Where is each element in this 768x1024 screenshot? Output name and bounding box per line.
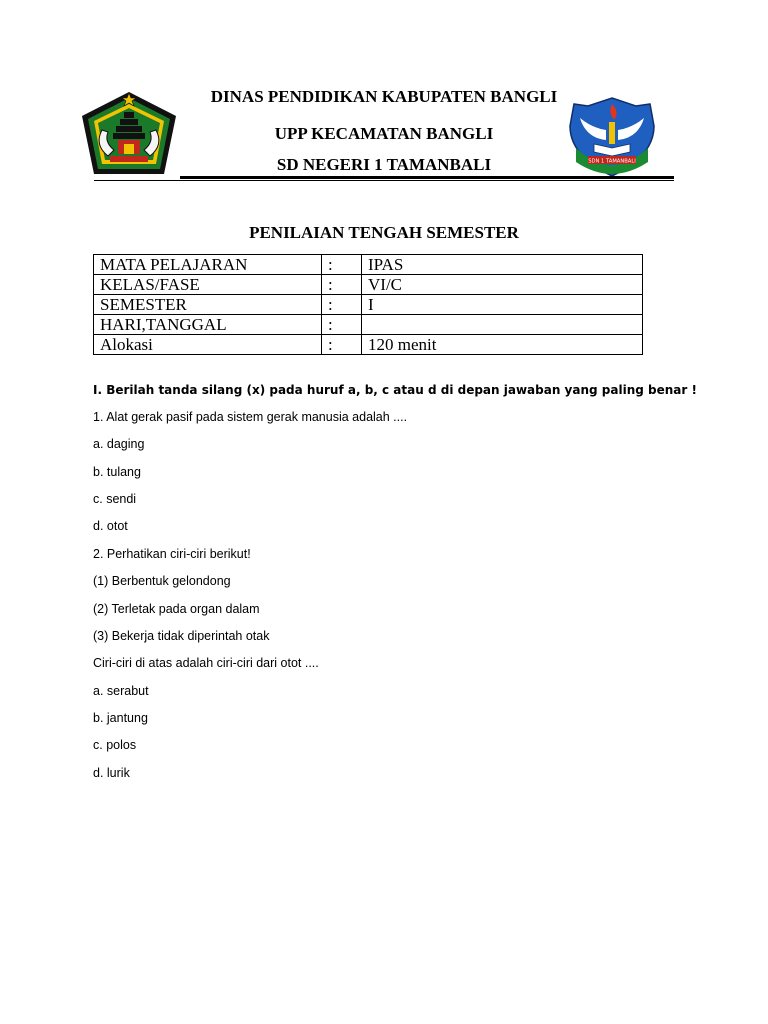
document-title: PENILAIAN TENGAH SEMESTER — [249, 223, 519, 242]
option-text: a. serabut — [93, 684, 149, 698]
option-text: a. daging — [93, 437, 145, 451]
option-text: b. tulang — [93, 465, 141, 479]
question-1-text: 1. Alat gerak pasif pada sistem gerak manusia adalah .... — [93, 410, 408, 424]
info-value — [362, 315, 643, 335]
info-label: SEMESTER — [94, 295, 322, 315]
info-value: VI/C — [362, 275, 643, 295]
option-text: c. sendi — [93, 492, 137, 506]
option-text: b. jantung — [93, 711, 148, 725]
table-row — [94, 335, 643, 355]
info-separator: : — [322, 275, 362, 295]
info-label: MATA PELAJARAN — [94, 255, 322, 275]
info-separator: : — [322, 335, 362, 355]
info-table — [93, 254, 643, 355]
info-separator: : — [322, 295, 362, 315]
characteristic-item: (1) Berbentuk gelondong — [93, 574, 231, 588]
table-row — [94, 315, 643, 335]
characteristic-item: (2) Terletak pada organ dalam — [93, 602, 260, 616]
option-text: d. otot — [93, 519, 128, 533]
header-line-dinas: DINAS PENDIDIKAN KABUPATEN BANGLI — [210, 87, 558, 106]
info-value: 120 menit — [362, 335, 643, 355]
info-value: IPAS — [362, 255, 643, 275]
right-logo-text: SDN 1 TAMANBALI — [588, 158, 636, 165]
option-text: d. lurik — [93, 766, 130, 780]
table-row — [94, 255, 643, 275]
table-row — [94, 275, 643, 295]
info-label: Alokasi — [94, 335, 322, 355]
question-2-prompt: Ciri-ciri di atas adalah ciri-ciri dari otot .... — [93, 656, 319, 670]
question-2-text: 2. Perhatikan ciri-ciri berikut! — [93, 547, 251, 561]
info-value: I — [362, 295, 643, 315]
kabupaten-bangli-logo-icon — [80, 90, 178, 176]
table-row — [94, 295, 643, 315]
header-line-upp: UPP KECAMATAN BANGLI — [274, 124, 494, 143]
info-separator: : — [322, 315, 362, 335]
info-separator: : — [322, 255, 362, 275]
header-divider-thick — [180, 176, 674, 179]
info-label: HARI,TANGGAL — [94, 315, 322, 335]
header-divider-thin — [94, 180, 674, 181]
info-label: KELAS/FASE — [94, 275, 322, 295]
option-text: c. polos — [93, 738, 137, 752]
instruction-text: I. Berilah tanda silang (x) pada huruf a, b, c atau d di depan jawaban yang paling benar ! — [93, 383, 697, 397]
header-line-school: SD NEGERI 1 TAMANBALI — [276, 155, 492, 174]
characteristic-item: (3) Bekerja tidak diperintah otak — [93, 629, 270, 643]
